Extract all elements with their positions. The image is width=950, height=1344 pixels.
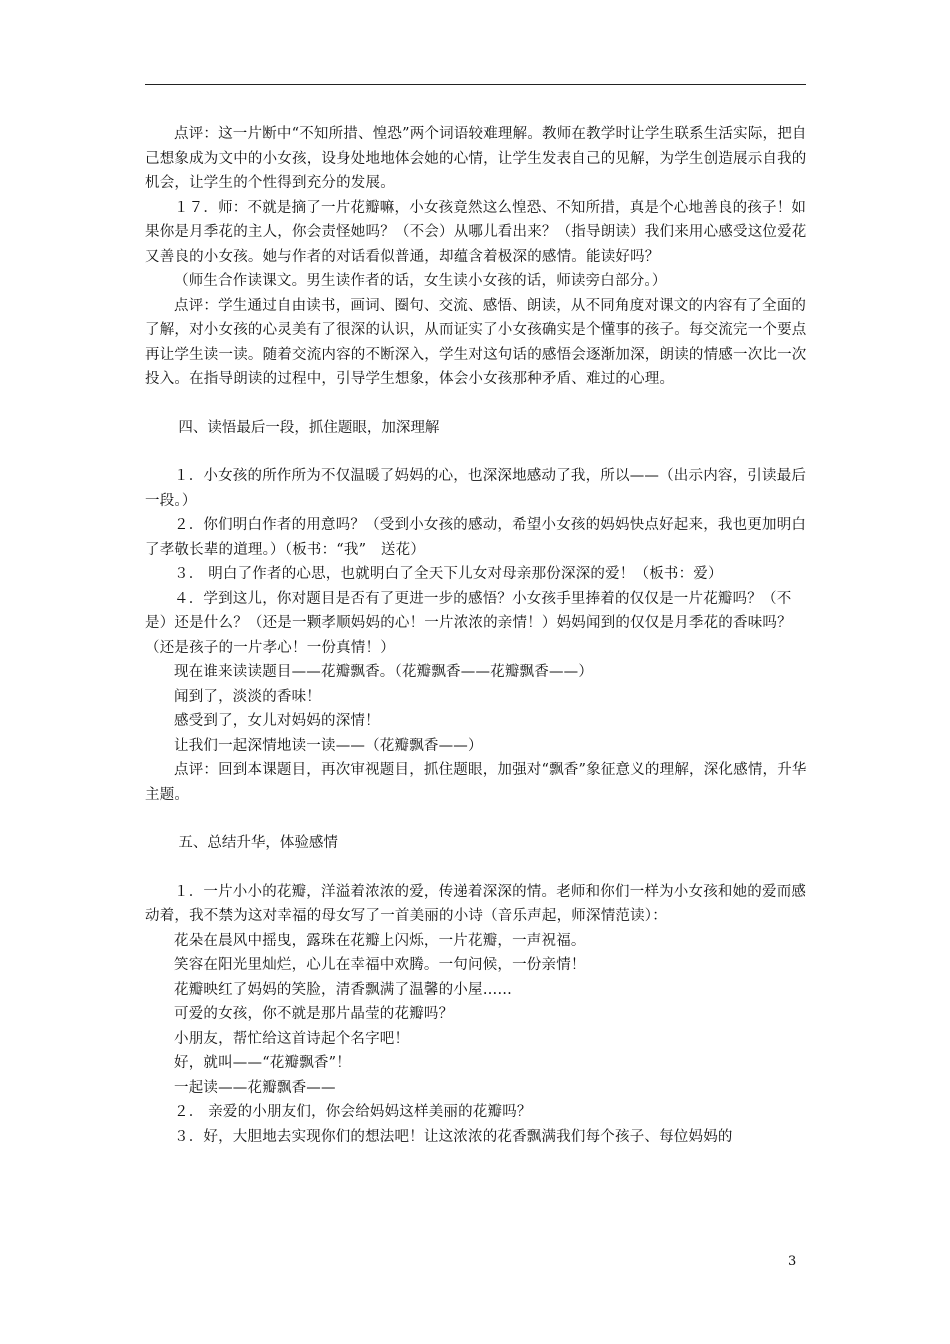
body-paragraph: ２．你们明白作者的用意吗？（受到小女孩的感动，希望小女孩的妈妈快点好起来，我也更加明白了孝敬长辈的道理。）（板书：“我” 送花） bbox=[145, 517, 807, 558]
poem-line: 花朵在晨风中摇曳，露珠在花瓣上闪烁，一片花瓣，一声祝福。 bbox=[174, 932, 586, 949]
comment-paragraph: 点评：回到本课题目，再次审视题目，抓住题眼，加强对“飘香”象征意义的理解，深化感情，升华主题。 bbox=[145, 762, 807, 803]
body-paragraph: １．一片小小的花瓣，洋溢着浓浓的爱，传递着深深的情。老师和你们一样为小女孩和她的爱而感动着，我不禁为这对幸福的母女写了一首美丽的小诗（音乐声起，师深情范读）： bbox=[145, 883, 807, 924]
body-paragraph: 一起读——花瓣飘香—— bbox=[174, 1079, 336, 1096]
body-paragraph: ３．好，大胆地去实现你们的想法吧！让这浓浓的花香飘满我们每个孩子、每位妈妈的 bbox=[174, 1128, 733, 1145]
body-paragraph: 现在谁来读读题目——花瓣飘香。（花瓣飘香——花瓣飘香——） bbox=[174, 664, 594, 680]
body-paragraph: ２． 亲爱的小朋友们，你会给妈妈这样美丽的花瓣吗？ bbox=[174, 1104, 532, 1120]
body-paragraph: 让我们一起深情地读一读——（花瓣飘香——） bbox=[174, 737, 483, 754]
comment-paragraph: 点评：学生通过自由读书，画词、圈句、交流、感悟、朗读，从不同角度对课文的内容有了全面的了解，对小女孩的心灵美有了很深的认识，从而证实了小女孩确实是个懂事的孩子。每交流完一个要点再让学生读一读。随着交流内容的不断深入，学生对这句话的感悟会逐渐加深，朗读的情感一次比一次投入。在指导朗读的过程中，引导学生想象，体会小女孩那种矛盾、难过的心理。 bbox=[145, 297, 807, 387]
body-paragraph: （师生合作读课文。男生读作者的话，女生读小女孩的话，师读旁白部分。） bbox=[174, 273, 667, 289]
page-number: 3 bbox=[788, 1254, 797, 1269]
body-paragraph: 闻到了，淡淡的香味！ bbox=[174, 688, 321, 705]
body-paragraph: 感受到了，女儿对妈妈的深情！ bbox=[174, 713, 380, 729]
body-paragraph: 小朋友，帮忙给这首诗起个名字吧！ bbox=[174, 1030, 410, 1047]
body-paragraph: １７．师：不就是摘了一片花瓣嘛，小女孩竟然这么惶恐、不知所措，真是个心地善良的孩子！如果你是月季花的主人，你会责怪她吗？（不会）从哪儿看出来？（指导朗读）我们来用心感受这位爱花又善良的小女孩。她与作者的对话看似普通，却蕴含着极深的感情。能读好吗？ bbox=[145, 199, 807, 265]
body-paragraph: ３． 明白了作者的心思，也就明白了全天下儿女对母亲那份深深的爱！（板书：爱） bbox=[174, 566, 723, 582]
section-heading-4: 四、读悟最后一段，抓住题眼，加深理解 bbox=[178, 419, 440, 436]
body-paragraph: ４．学到这儿，你对题目是否有了更进一步的感悟？小女孩手里捧着的仅仅是一片花瓣吗？（不是）还是什么？（还是一颗孝顺妈妈的心！一片浓浓的亲情！）妈妈闻到的仅仅是月季花的香味吗？（还是孩子的一片孝心！一份真情！） bbox=[145, 590, 792, 656]
poem-line: 可爱的女孩，你不就是那片晶莹的花瓣吗？ bbox=[174, 1006, 454, 1022]
body-paragraph: １．小女孩的所作所为不仅温暖了妈妈的心，也深深地感动了我，所以——（出示内容，引读最后一段。） bbox=[145, 468, 807, 509]
body-paragraph: 好，就叫——“花瓣飘香”！ bbox=[174, 1055, 351, 1071]
poem-line: 花瓣映红了妈妈的笑脸，清香飘满了温馨的小屋…… bbox=[174, 981, 513, 998]
comment-paragraph: 点评：这一片断中“不知所措、惶恐”两个词语较难理解。教师在教学时让学生联系生活实际，把自己想象成为文中的小女孩，设身处地地体会她的心情，让学生发表自己的见解，为学生创造展示自我的机会，让学生的个性得到充分的发展。 bbox=[145, 126, 807, 191]
document-body bbox=[145, 122, 810, 1149]
section-heading-5: 五、总结升华，体验感情 bbox=[178, 835, 338, 851]
poem-line: 笑容在阳光里灿烂，心儿在幸福中欢腾。一句问候，一份亲情！ bbox=[174, 957, 586, 973]
header-rule bbox=[145, 84, 806, 85]
